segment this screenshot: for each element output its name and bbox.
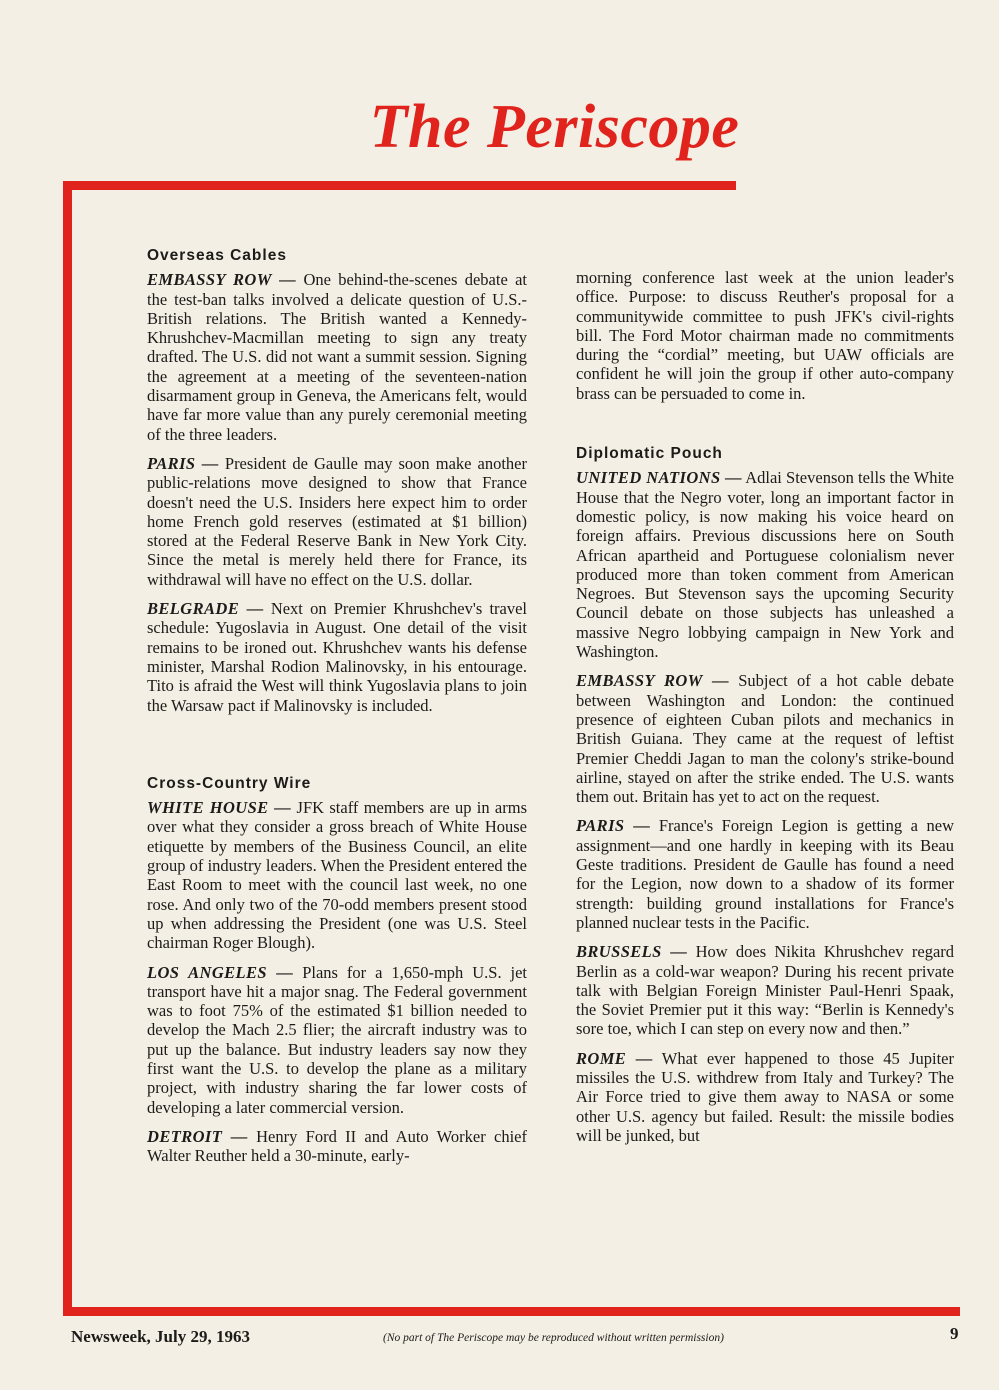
- article-text: Plans for a 1,650-mph U.S. jet transport have hit a major snag. The Federal government was to foot 75% of the estimated $1 billion needed to develop the Mach 2.5 flier; the aircraft industry was to put up the balance. But industry leaders say now they first want the U.S. to develop the plane as a military project, with industry sharing the far lower costs of developing a later commercial version.: [147, 962, 528, 1117]
- article-text: JFK staff members are up in arms over what they consider a gross breach of White House etiquette by members of the Business Council, an elite group of industry leaders. When the President entered the East Room to meet with the council last week, no one rose. And only two of the 70-odd members present stood up when addressing the President (one was U.S. Steel chairman Roger Blough).: [147, 798, 528, 953]
- dateline: ROME —: [576, 1048, 653, 1068]
- red-frame-left-rule: [63, 181, 72, 1316]
- dateline: PARIS —: [576, 816, 651, 836]
- section-heading-overseas-cables: Overseas Cables: [147, 247, 287, 264]
- dateline: EMBASSY ROW —: [147, 270, 297, 290]
- right-column: [576, 268, 954, 1155]
- article-item: [147, 270, 527, 444]
- dateline: PARIS —: [147, 453, 219, 473]
- section-spacer: [576, 413, 954, 444]
- section-heading-cross-country-wire: Cross-Country Wire: [147, 774, 312, 792]
- article-continuation: morning conference last week at the union leader's office. Purpose: to discuss Reuther's proposal for a communitywide committee to push JFK's civil-rights bill. The Ford Motor chairman made no commitments during the “cordial” meeting, but UAW officials are confident he will join the group if other auto-company brass can be persuaded to come in.: [576, 268, 954, 403]
- section-spacer: [147, 725, 527, 774]
- article-item: [576, 468, 954, 661]
- page-title: The Periscope: [369, 93, 740, 161]
- article-text: Subject of a hot cable debate between Washington and London: the continued presence of eighteen Cuban pilots and mechanics in British Guiana. They came at the request of leftist Premier Cheddi Jagan to man the colony's strike-bound airline, stayed on after the strike ended. The U.S. wants them out. Britain has yet to act on the request.: [576, 671, 954, 807]
- article-item: [576, 671, 954, 806]
- article-text: Henry Ford II and Auto Worker chief Walter Reuther held a 30-minute, early-: [147, 1126, 527, 1166]
- red-frame-bottom-rule: [63, 1307, 960, 1316]
- dateline: BELGRADE —: [147, 599, 264, 619]
- article-text: What ever happened to those 45 Jupiter missiles the U.S. withdrew from Italy and Turkey? The Air Force tried to give them away to NASA or some other U.S. agency but failed. Result: the missile bodies will be junked, but: [576, 1048, 954, 1145]
- article-text: Next on Premier Khrushchev's travel schedule: Yugoslavia in August. One detail of the visit remains to be ironed out. Khrushchev wants his defense minister, Marshal Rodion Malinovsky, in his entourage. Tito is afraid the West will think Yugoslavia plans to join the Warsaw pact if Malinovsky is included.: [147, 599, 528, 715]
- section-heading-diplomatic-pouch: Diplomatic Pouch: [576, 445, 723, 463]
- dateline: WHITE HOUSE —: [147, 798, 292, 818]
- article-item: [147, 798, 527, 952]
- dateline: EMBASSY ROW —: [576, 671, 729, 691]
- article-item: [576, 1049, 954, 1145]
- copyright-notice: (No part of The Periscope may be reproduced without written permission): [383, 1332, 724, 1344]
- left-column: [147, 246, 527, 1175]
- article-text: Adlai Stevenson tells the White House that the Negro voter, long an important factor in domestic policy, is now making his voice heard on foreign affairs. Previous discussions here on South African apartheid and Portuguese colonialism never produced more than token comment from American Negroes. But Stevenson says the upcoming Security Council debate on those subjects has unleashed a massive Negro lobbying campaign in New York and Washington.: [576, 468, 955, 662]
- article-item: [147, 454, 527, 589]
- red-frame-top-rule: [63, 181, 736, 190]
- dateline: BRUSSELS —: [576, 942, 688, 962]
- article-item: [147, 599, 527, 715]
- article-item: [576, 942, 954, 1038]
- article-item: [147, 963, 527, 1117]
- dateline: DETROIT —: [147, 1126, 248, 1146]
- dateline: UNITED NATIONS —: [576, 468, 742, 488]
- dateline: LOS ANGELES —: [147, 962, 294, 982]
- publication-date: Newsweek, July 29, 1963: [71, 1327, 250, 1346]
- article-text: One behind-the-scenes debate at the test-ban talks involved a delicate question of U.S.-British relations. The British wanted a Kennedy-Khrushchev-Macmillan meeting to sign any treaty drafted. The U.S. did not want a summit session. Signing the agreement at a meeting of the seventeen-nation disarmament group in Geneva, the Americans felt, would have far more value than any purely ceremonial meeting of the three leaders.: [147, 270, 527, 444]
- article-text: How does Nikita Khrushchev regard Berlin as a cold-war weapon? During his recent private talk with Belgian Foreign Minister Paul-Henri Spaak, the Soviet Premier put it this way: “Berlin is Kennedy's sore toe, which I can step on every now and then.”: [576, 942, 955, 1039]
- article-item: [576, 816, 954, 932]
- article-item: [147, 1127, 527, 1166]
- article-text: France's Foreign Legion is getting a new assignment—and one hardly in keeping with its Beau Geste traditions. President de Gaulle has found a need for the Legion, now down to a shadow of its former strength: building ground installations for France's planned nuclear tests in the Pacific.: [576, 816, 954, 932]
- page-number: 9: [950, 1324, 959, 1343]
- article-text: President de Gaulle may soon make another public-relations move designed to show that France doesn't need the U.S. Insiders here expect him to order home French gold reserves (estimated at $1 billion) stored at the Federal Reserve Bank in New York City. Since the metal is merely held there for France, its withdrawal will have no effect on the U.S. dollar.: [147, 453, 528, 589]
